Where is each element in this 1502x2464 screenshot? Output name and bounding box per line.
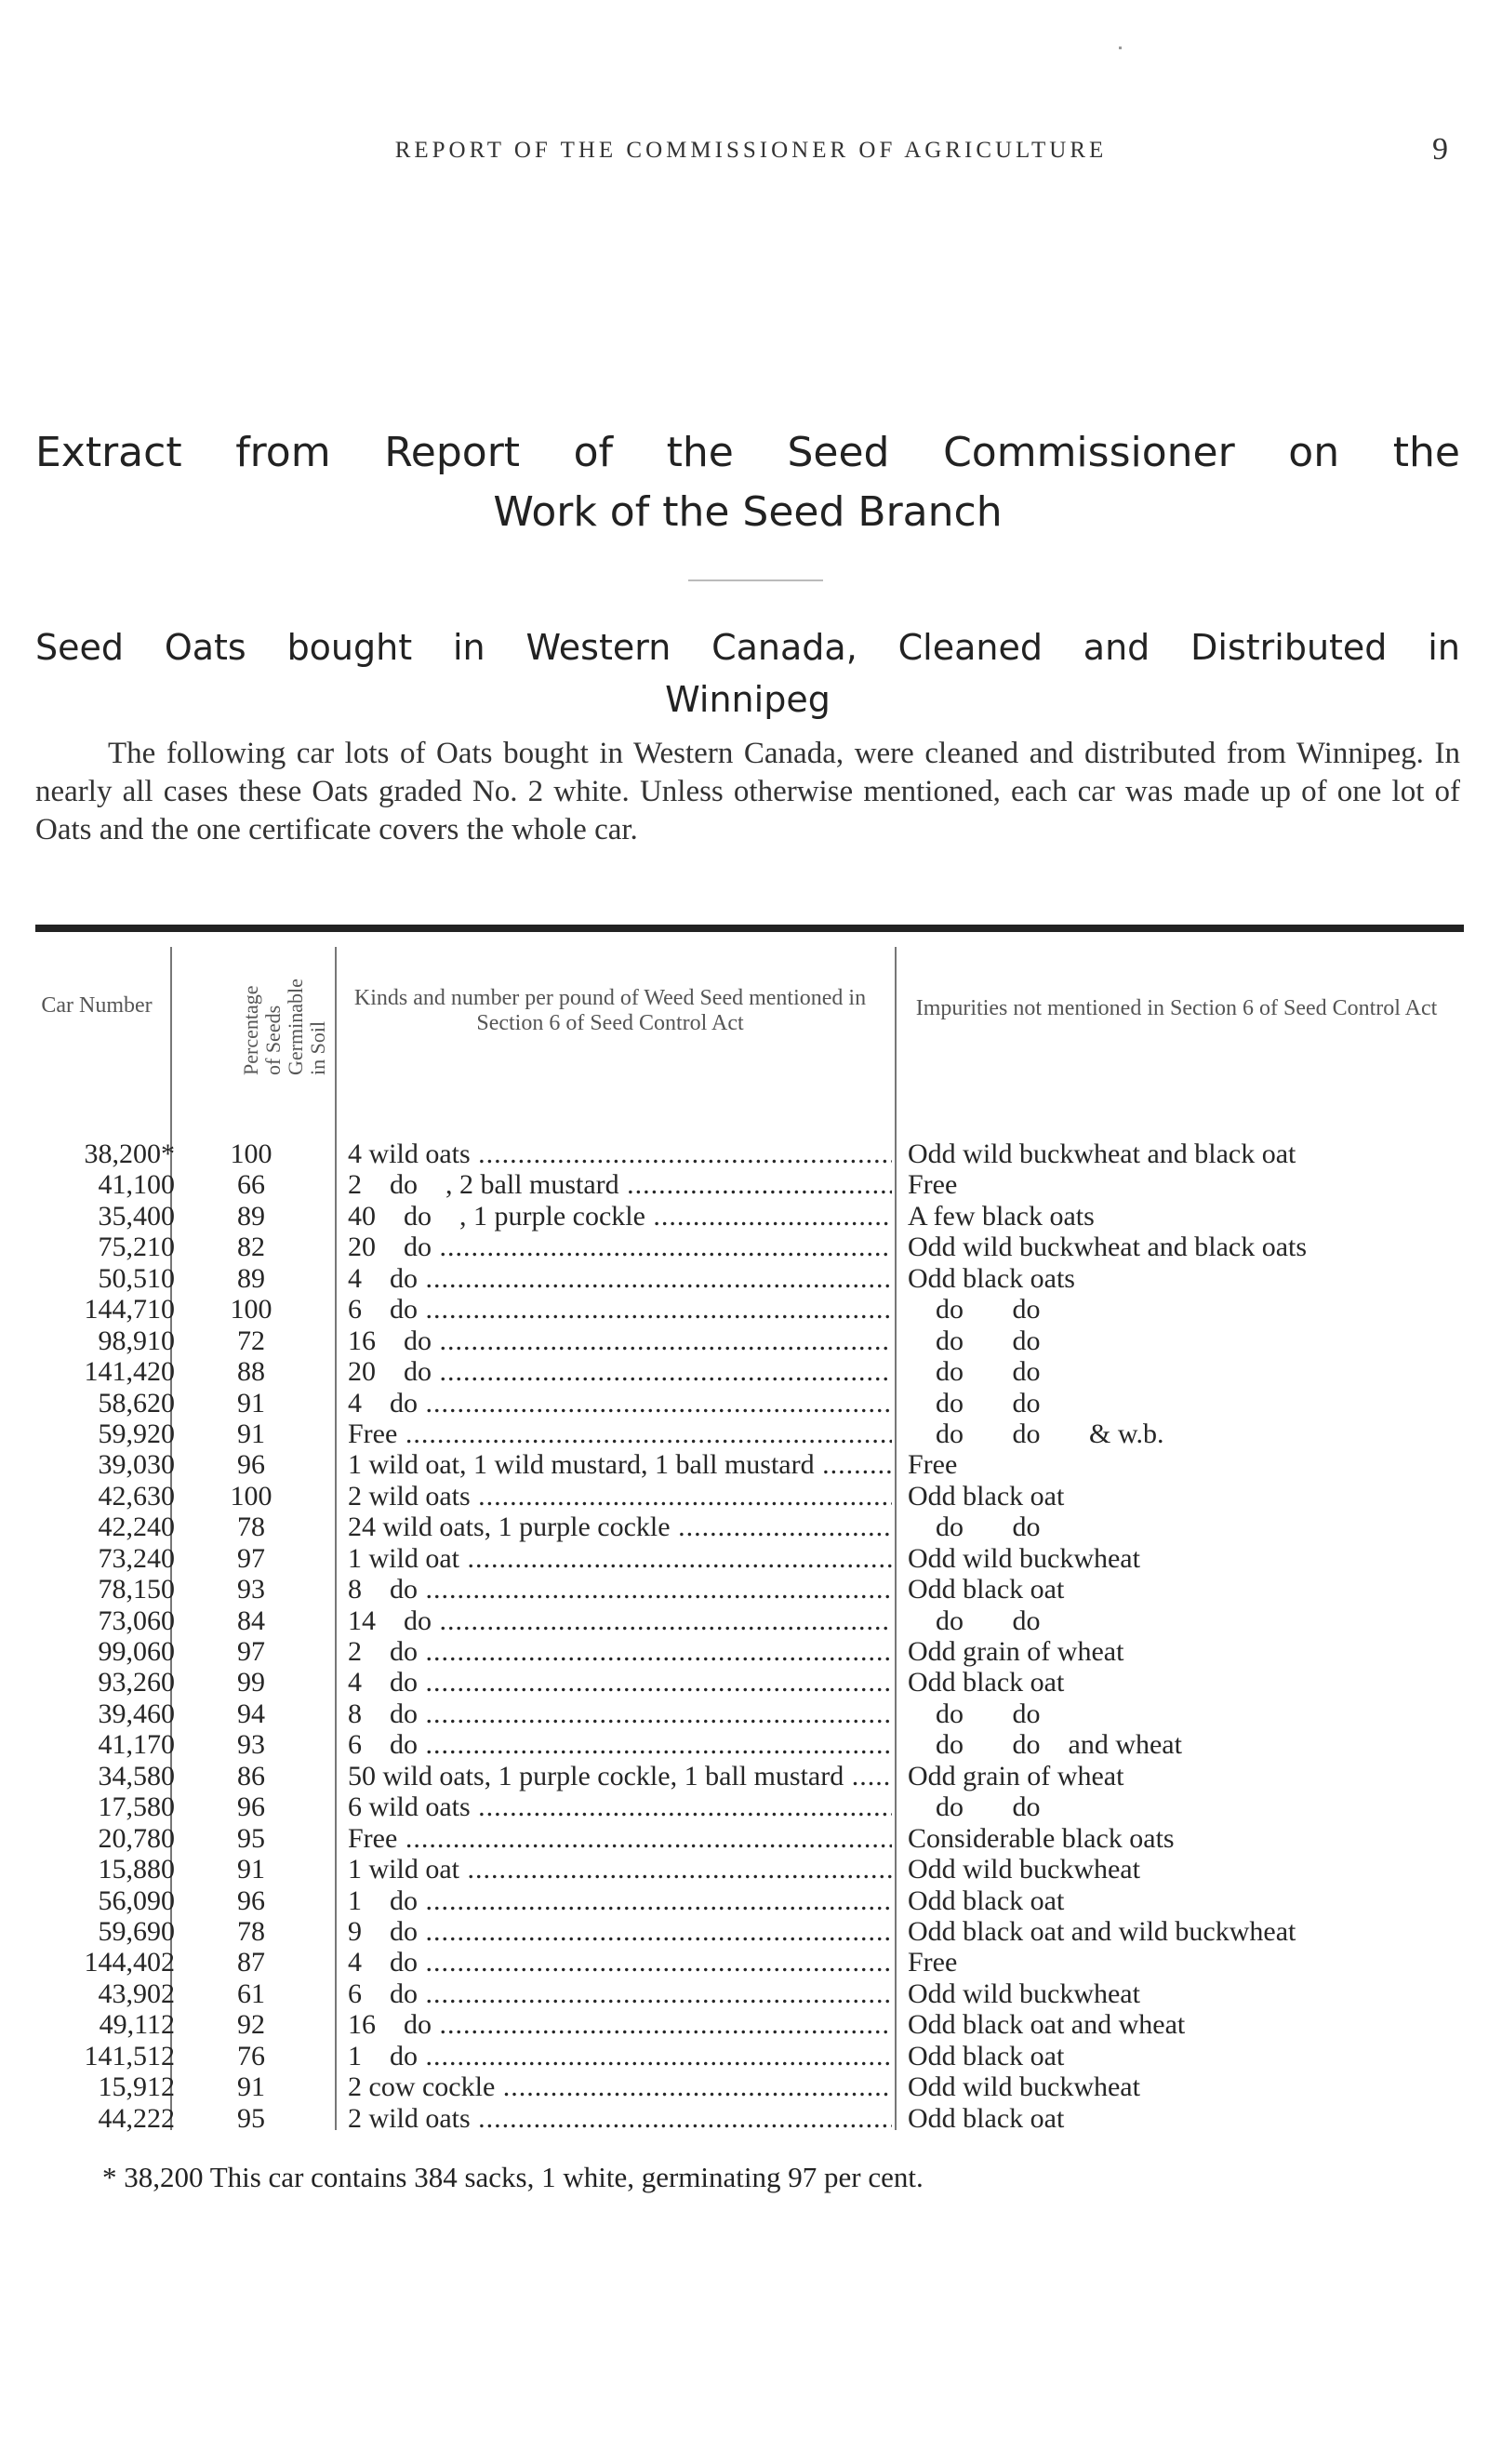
header-percentage	[184, 954, 329, 1101]
table-row	[0, 1698, 1502, 1729]
heading-word: Commissioner	[943, 429, 1235, 476]
header-car-number: Car Number	[41, 993, 153, 1018]
table-row	[0, 1885, 1502, 1916]
impurities-cell: Odd black oats	[908, 1262, 1075, 1294]
heading-word: on	[1288, 429, 1340, 476]
table-row	[0, 1605, 1502, 1636]
germination-cell: 86	[237, 1760, 265, 1791]
impurities-cell: do do	[908, 1605, 1041, 1636]
heading-word: the	[1392, 429, 1460, 476]
germination-cell: 95	[237, 1822, 265, 1854]
germination-cell: 93	[237, 1574, 265, 1605]
weed-seed-cell: 6 wild oats .....	[348, 1791, 892, 1822]
weed-seed-cell: 50 wild oats, 1 purple cockle, 1 ball mustard .....	[348, 1761, 892, 1791]
table-row	[0, 1325, 1502, 1356]
table-row	[0, 1667, 1502, 1698]
car-number-cell: 20,780	[98, 1822, 175, 1854]
germination-cell: 91	[237, 2071, 265, 2103]
impurities-cell: Odd black oat and wheat	[908, 2009, 1186, 2041]
car-number-cell: 15,912	[98, 2071, 175, 2103]
subheading-word: Canada,	[711, 627, 857, 668]
car-number-cell: 58,620	[98, 1387, 175, 1418]
weed-seed-cell: 1 wild oat .....	[348, 1543, 892, 1574]
subheading-word: bought	[286, 627, 413, 668]
table-row	[0, 1916, 1502, 1947]
car-number-cell: 44,222	[98, 2102, 175, 2134]
germination-cell: 84	[237, 1605, 265, 1636]
car-number-cell: 15,880	[98, 1854, 175, 1885]
germination-cell: 88	[237, 1356, 265, 1388]
impurities-cell: Odd grain of wheat	[908, 1636, 1124, 1667]
weed-seed-cell: 4 do .....	[348, 1263, 892, 1294]
table-row	[0, 1201, 1502, 1232]
car-number-cell: 141,420	[84, 1356, 175, 1388]
table-row	[0, 1574, 1502, 1605]
weed-seed-cell: 20 do .....	[348, 1232, 892, 1262]
weed-seed-cell: 8 do .....	[348, 1698, 892, 1729]
weed-seed-cell: 6 do .....	[348, 1729, 892, 1760]
car-number-cell: 99,060	[98, 1636, 175, 1667]
weed-seed-cell: 20 do .....	[348, 1356, 892, 1387]
subheading-line-2: Winnipeg	[665, 679, 831, 720]
subheading-word: Seed	[35, 627, 124, 668]
weed-seed-cell: 2 cow cockle .....	[348, 2071, 892, 2102]
car-number-cell: 144,710	[84, 1294, 175, 1325]
subheading-word: in	[1428, 627, 1460, 668]
impurities-cell: Odd wild buckwheat	[908, 1542, 1140, 1574]
car-number-cell: 56,090	[98, 1885, 175, 1916]
impurities-cell: Free	[908, 1169, 958, 1201]
impurities-cell: Odd black oat	[908, 2040, 1065, 2071]
car-number-cell: 38,200*	[84, 1139, 175, 1169]
car-number-cell: 50,510	[98, 1262, 175, 1294]
car-number-cell: 141,512	[84, 2040, 175, 2071]
impurities-cell: Considerable black oats	[908, 1822, 1175, 1854]
weed-seed-cell: 2 do .....	[348, 1636, 892, 1667]
impurities-cell: Odd wild buckwheat	[908, 2071, 1140, 2103]
car-number-cell: 35,400	[98, 1200, 175, 1232]
weed-seed-cell: 2 do , 2 ball mustard .....	[348, 1169, 892, 1200]
germination-cell: 94	[237, 1698, 265, 1729]
germination-cell: 78	[237, 1512, 265, 1543]
car-number-cell: 41,100	[98, 1169, 175, 1201]
germination-cell: 91	[237, 1387, 265, 1418]
weed-seed-cell: 1 do .....	[348, 2041, 892, 2071]
germination-cell: 95	[237, 2102, 265, 2134]
table-row	[0, 2071, 1502, 2102]
weed-seed-cell: 8 do .....	[348, 1574, 892, 1605]
header-impurities: Impurities not mentioned in Section 6 of Seed Control Act	[915, 996, 1438, 1020]
germination-cell: 82	[237, 1232, 265, 1263]
car-number-cell: 34,580	[98, 1760, 175, 1791]
impurities-cell: Odd black oat	[908, 1667, 1065, 1698]
heading-divider	[688, 579, 823, 581]
running-head	[0, 132, 1502, 175]
weed-seed-cell: 2 wild oats .....	[348, 2103, 892, 2134]
table-row	[0, 1978, 1502, 2009]
weed-seed-cell: 4 do .....	[348, 1388, 892, 1418]
subheading-word: Oats	[164, 627, 246, 668]
weed-seed-cell: 1 wild oat, 1 wild mustard, 1 ball mustard .....	[348, 1449, 892, 1480]
impurities-cell: do do & w.b.	[908, 1418, 1164, 1449]
table-row	[0, 1761, 1502, 1791]
weed-seed-cell: 14 do .....	[348, 1605, 892, 1636]
impurities-cell: do do	[908, 1698, 1041, 1729]
table-row	[0, 2009, 1502, 2040]
germination-cell: 96	[237, 1885, 265, 1916]
section-subheading	[35, 621, 1460, 726]
heading-word: Seed	[787, 429, 890, 476]
table-row	[0, 1169, 1502, 1200]
germination-cell: 61	[237, 1978, 265, 2009]
table-row	[0, 1481, 1502, 1512]
germination-cell: 76	[237, 2040, 265, 2071]
weed-seed-cell: 16 do .....	[348, 2009, 892, 2040]
impurities-cell: do do	[908, 1356, 1041, 1388]
header-percentage-text: Percentage of Seeds Germinable in Soil	[239, 979, 329, 1075]
germination-cell: 91	[237, 1418, 265, 1449]
germination-cell: 66	[237, 1169, 265, 1201]
car-number-cell: 98,910	[98, 1325, 175, 1356]
subheading-word: and	[1083, 627, 1150, 668]
germination-cell: 100	[230, 1139, 272, 1169]
intro-text: The following car lots of Oats bought in Western Canada, were cleaned and distributed from Winnipeg. In nearly all cases these Oats graded No. 2 white. Unless otherwise mentioned, each car was made up of one lot of Oats and the one certificate covers the whole car.	[35, 737, 1460, 846]
weed-seed-cell: 4 wild oats .....	[348, 1139, 892, 1169]
table-row	[0, 1356, 1502, 1387]
heading-word: the	[666, 429, 734, 476]
germination-cell: 99	[237, 1667, 265, 1698]
impurities-cell: do do and wheat	[908, 1729, 1182, 1761]
table-row	[0, 1263, 1502, 1294]
weed-seed-cell: 6 do .....	[348, 1978, 892, 2009]
table-row	[0, 1139, 1502, 1169]
car-number-cell: 17,580	[98, 1791, 175, 1823]
intro-paragraph	[35, 735, 1460, 849]
impurities-cell: Odd black oat	[908, 2102, 1065, 2134]
page-number: 9	[1432, 132, 1448, 166]
heading-line-2: Work of the Seed Branch	[493, 488, 1003, 536]
table-row	[0, 1823, 1502, 1854]
table-row	[0, 1232, 1502, 1262]
subheading-word: in	[452, 627, 485, 668]
car-number-cell: 39,030	[98, 1449, 175, 1481]
table-row	[0, 1543, 1502, 1574]
car-number-cell: 93,260	[98, 1667, 175, 1698]
impurities-cell: do do	[908, 1512, 1041, 1543]
car-number-cell: 42,630	[98, 1480, 175, 1512]
car-number-cell: 78,150	[98, 1574, 175, 1605]
impurities-cell: do do	[908, 1387, 1041, 1418]
heading-line-1	[35, 423, 1460, 483]
subheading-word: Western	[525, 627, 671, 668]
weed-seed-cell: 40 do , 1 purple cockle .....	[348, 1201, 892, 1232]
germination-cell: 91	[237, 1854, 265, 1885]
table-row	[0, 1294, 1502, 1325]
germination-cell: 97	[237, 1542, 265, 1574]
footnote: * 38,200 This car contains 384 sacks, 1 white, germinating 97 per cent.	[102, 2161, 924, 2193]
weed-seed-cell: 16 do .....	[348, 1325, 892, 1356]
subheading-word: Distributed	[1190, 627, 1388, 668]
germination-cell: 96	[237, 1791, 265, 1823]
car-number-cell: 59,920	[98, 1418, 175, 1449]
table-row	[0, 1449, 1502, 1480]
subheading-word: Cleaned	[897, 627, 1043, 668]
heading-word: of	[573, 429, 614, 476]
weed-seed-cell: 6 do .....	[348, 1294, 892, 1325]
table-row	[0, 1636, 1502, 1667]
table-row	[0, 1388, 1502, 1418]
germination-cell: 72	[237, 1325, 265, 1356]
weed-seed-cell: 1 wild oat .....	[348, 1854, 892, 1885]
impurities-cell: Odd black oat and wild buckwheat	[908, 1915, 1296, 1947]
table-row	[0, 2103, 1502, 2134]
car-number-cell: 39,460	[98, 1698, 175, 1729]
weed-seed-cell: Free .....	[348, 1823, 892, 1854]
weed-seed-cell: Free .....	[348, 1418, 892, 1449]
germination-cell: 100	[230, 1294, 272, 1325]
impurities-cell: Odd wild buckwheat	[908, 1854, 1140, 1885]
impurities-cell: Odd black oat	[908, 1480, 1065, 1512]
germination-cell: 93	[237, 1729, 265, 1761]
scan-speck	[1119, 47, 1122, 49]
subheading-line-1	[35, 621, 1460, 673]
germination-cell: 96	[237, 1449, 265, 1481]
weed-seed-cell: 24 wild oats, 1 purple cockle .....	[348, 1512, 892, 1542]
germination-cell: 89	[237, 1200, 265, 1232]
table-row	[0, 1791, 1502, 1822]
table-row	[0, 1854, 1502, 1885]
impurities-cell: A few black oats	[908, 1200, 1095, 1232]
impurities-cell: Odd wild buckwheat and black oats	[908, 1232, 1308, 1263]
car-number-cell: 75,210	[98, 1232, 175, 1263]
impurities-cell: do do	[908, 1791, 1041, 1823]
car-number-cell: 144,402	[84, 1947, 175, 1978]
weed-seed-cell: 2 wild oats .....	[348, 1481, 892, 1512]
heading-word: from	[235, 429, 331, 476]
table-row	[0, 1729, 1502, 1760]
impurities-cell: Odd wild buckwheat	[908, 1978, 1140, 2009]
weed-seed-cell: 4 do .....	[348, 1667, 892, 1698]
car-number-cell: 49,112	[99, 2009, 175, 2041]
car-number-cell: 42,240	[98, 1512, 175, 1543]
car-number-cell: 43,902	[98, 1978, 175, 2009]
page-heading	[35, 423, 1460, 542]
running-title: REPORT OF THE COMMISSIONER OF AGRICULTURE	[394, 138, 1108, 163]
car-number-cell: 73,060	[98, 1605, 175, 1636]
impurities-cell: do do	[908, 1294, 1041, 1325]
impurities-cell: Free	[908, 1947, 958, 1978]
weed-seed-cell: 9 do .....	[348, 1916, 892, 1947]
table-row	[0, 1418, 1502, 1449]
germination-cell: 92	[237, 2009, 265, 2041]
table-row	[0, 2041, 1502, 2071]
heading-word: Report	[384, 429, 521, 476]
germination-cell: 87	[237, 1947, 265, 1978]
header-weed-seed-kinds: Kinds and number per pound of Weed Seed mentioned in Section 6 of Seed Control Act	[353, 986, 867, 1035]
impurities-cell: Odd black oat	[908, 1885, 1065, 1916]
table-body	[0, 1139, 1502, 2134]
car-number-cell: 41,170	[98, 1729, 175, 1761]
table-row	[0, 1512, 1502, 1542]
weed-seed-cell: 1 do .....	[348, 1885, 892, 1916]
weed-seed-cell: 4 do .....	[348, 1947, 892, 1978]
impurities-cell: Odd grain of wheat	[908, 1760, 1124, 1791]
table-row	[0, 1947, 1502, 1978]
impurities-cell: Free	[908, 1449, 958, 1481]
germination-cell: 97	[237, 1636, 265, 1667]
impurities-cell: Odd wild buckwheat and black oat	[908, 1139, 1296, 1169]
germination-cell: 100	[230, 1480, 272, 1512]
germination-cell: 89	[237, 1262, 265, 1294]
impurities-cell: do do	[908, 1325, 1041, 1356]
car-number-cell: 59,690	[98, 1915, 175, 1947]
germination-cell: 78	[237, 1915, 265, 1947]
heading-word: Extract	[35, 429, 182, 476]
car-number-cell: 73,240	[98, 1542, 175, 1574]
impurities-cell: Odd black oat	[908, 1574, 1065, 1605]
